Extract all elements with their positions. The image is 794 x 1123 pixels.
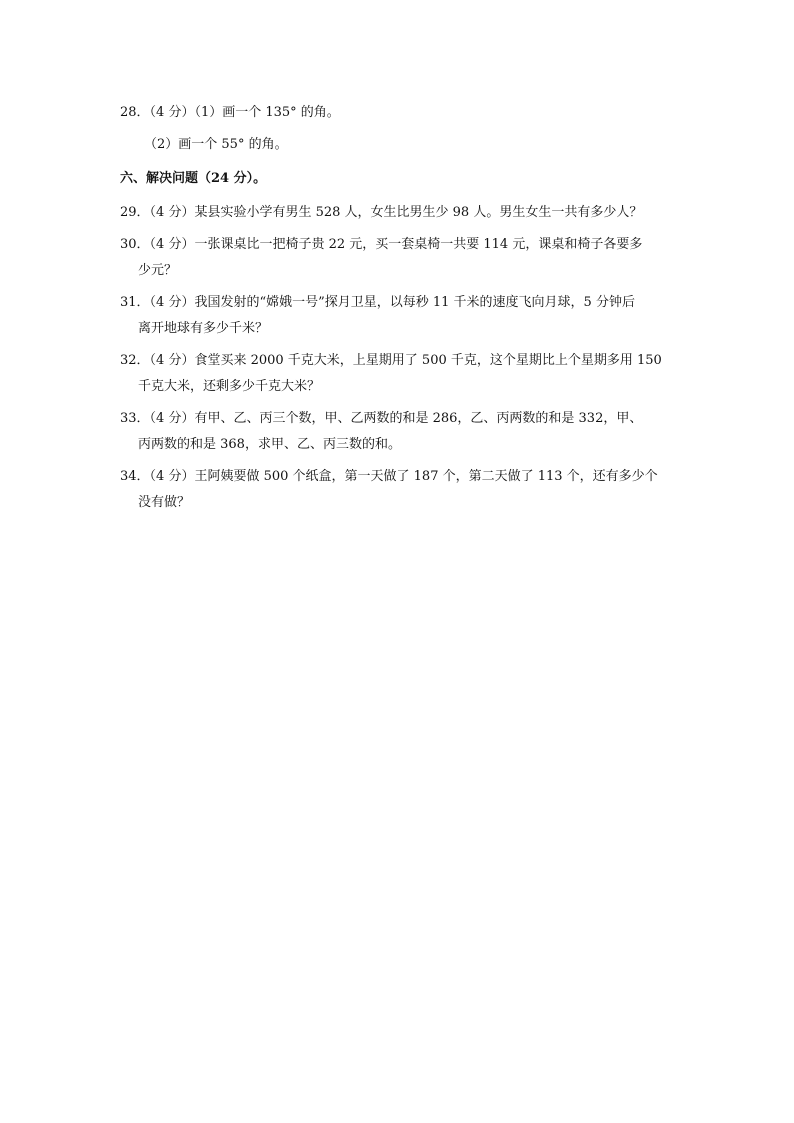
question-28-part-1: 28．（4 分）（1）画一个 135° 的角。 [120,105,340,120]
question-29 [120,200,680,226]
question-30 [120,232,680,284]
question-34-continuation: 没有做？ [138,495,191,510]
question-34-text: 34．（4 分）王阿姨要做 500 个纸盒，第一天做了 187 个，第二天做了 113 个，还有多少个 [120,469,658,484]
section-heading: 六、解决问题（24 分）。 [120,171,267,186]
question-list [120,100,680,516]
question-34 [120,464,680,516]
question-28 [120,100,680,126]
question-31 [120,290,680,342]
question-32-text: 32．（4 分）食堂买来 2000 千克大米，上星期用了 500 千克，这个星期比上个星期多用 150 [120,353,662,368]
question-33 [120,406,680,458]
question-29-text: 29．（4 分）某县实验小学有男生 528 人，女生比男生少 98 人。男生女生一共有多少人？ [120,205,643,220]
question-32-continuation: 千克大米，还剩多少千克大米？ [138,379,321,394]
question-28-part-2: （2）画一个 55° 的角。 [144,137,288,152]
question-30-text: 30．（4 分）一张课桌比一把椅子贵 22 元，买一套桌椅一共要 114 元，课桌和椅子各要多 [120,237,643,252]
question-31-text: 31．（4 分）我国发射的“嫦娥一号”探月卫星，以每秒 11 千米的速度飞向月球，5 分钟后 [120,295,635,310]
question-30-continuation: 少元？ [138,263,178,278]
question-31-continuation: 离开地球有多少千米？ [138,321,269,336]
question-33-continuation: 丙两数的和是 368，求甲、乙、丙三数的和。 [138,437,401,452]
question-33-text: 33．（4 分）有甲、乙、丙三个数，甲、乙两数的和是 286，乙、丙两数的和是 332，甲、 [120,411,643,426]
question-32 [120,348,680,400]
